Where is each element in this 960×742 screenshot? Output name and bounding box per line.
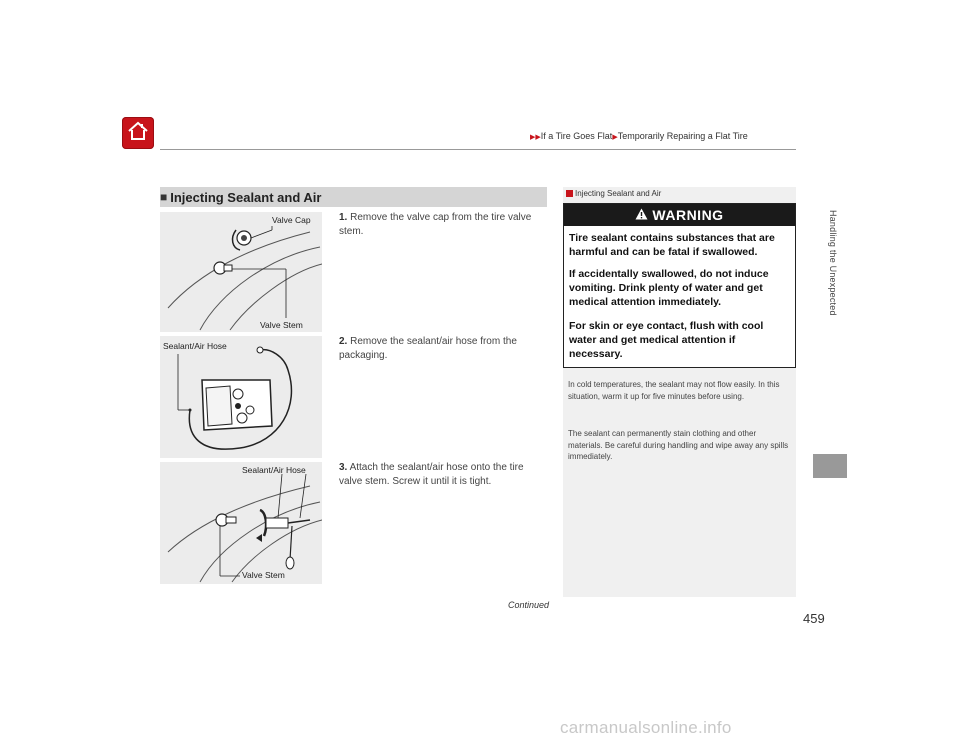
step-number: 2. [339, 336, 348, 347]
step-1 [339, 211, 544, 239]
warning-title: WARNING [652, 207, 724, 223]
note-heading-text: Injecting Sealant and Air [575, 189, 662, 198]
warning-triangle-icon [635, 207, 648, 223]
step-text: Remove the valve cap from the tire valve stem. [339, 212, 532, 237]
home-icon [127, 121, 149, 146]
step-3 [339, 461, 544, 489]
section-heading [160, 187, 547, 207]
note-paragraph: In cold temperatures, the sealant may not flow easily. In this situation, warm it up for five minutes before using. [568, 380, 780, 401]
label-valve-stem: Valve Stem [260, 320, 303, 330]
breadcrumb-arrow-icon: ▶ [612, 134, 618, 141]
note-icon [566, 190, 573, 197]
step-number: 1. [339, 212, 348, 223]
header-divider [160, 149, 796, 150]
label-sealant-air-hose: Sealant/Air Hose [163, 341, 227, 351]
warning-header [564, 204, 795, 226]
breadcrumb-arrow-icon: ▶▶ [530, 134, 541, 141]
step-number: 3. [339, 462, 348, 473]
figure-valve-cap [160, 212, 322, 332]
step-2 [339, 335, 544, 363]
note-paragraph: The sealant can permanently stain clothing and other materials. Be careful during handling and wipe away any spills immediately. [568, 429, 789, 461]
label-sealant-air-hose: Sealant/Air Hose [242, 465, 306, 475]
warning-paragraph: For skin or eye contact, flush with cool water and get medical attention if necessary. [569, 320, 764, 360]
chapter-tab-label: Handling the Unexpected [828, 210, 838, 316]
breadcrumb-current: Temporarily Repairing a Flat Tire [617, 131, 748, 141]
step-text: Attach the sealant/air hose onto the tire valve stem. Screw it until it is tight. [339, 462, 524, 487]
page-number: 459 [803, 611, 825, 626]
breadcrumb-link-flat-tire[interactable]: If a Tire Goes Flat [540, 131, 613, 141]
breadcrumb [530, 131, 748, 141]
continued-label: Continued [508, 600, 550, 610]
label-valve-cap: Valve Cap [272, 215, 311, 225]
section-title: Injecting Sealant and Air [170, 189, 322, 205]
figure-sealant-hose-packaging [160, 336, 322, 458]
chapter-tab-marker[interactable] [813, 454, 847, 478]
note-heading [566, 189, 661, 198]
section-marker-icon: ■ [160, 190, 168, 204]
home-button[interactable] [122, 117, 154, 149]
warning-box [563, 203, 796, 368]
figure-hose-attached [160, 462, 322, 584]
watermark: carmanualsonline.info [560, 718, 732, 737]
step-text: Remove the sealant/air hose from the packaging. [339, 336, 517, 361]
warning-paragraph: If accidentally swallowed, do not induce vomiting. Drink plenty of water and get medical attention immediately. [569, 268, 769, 308]
warning-paragraph: Tire sealant contains substances that are harmful and can be fatal if swallowed. [569, 232, 775, 258]
label-valve-stem: Valve Stem [242, 570, 285, 580]
